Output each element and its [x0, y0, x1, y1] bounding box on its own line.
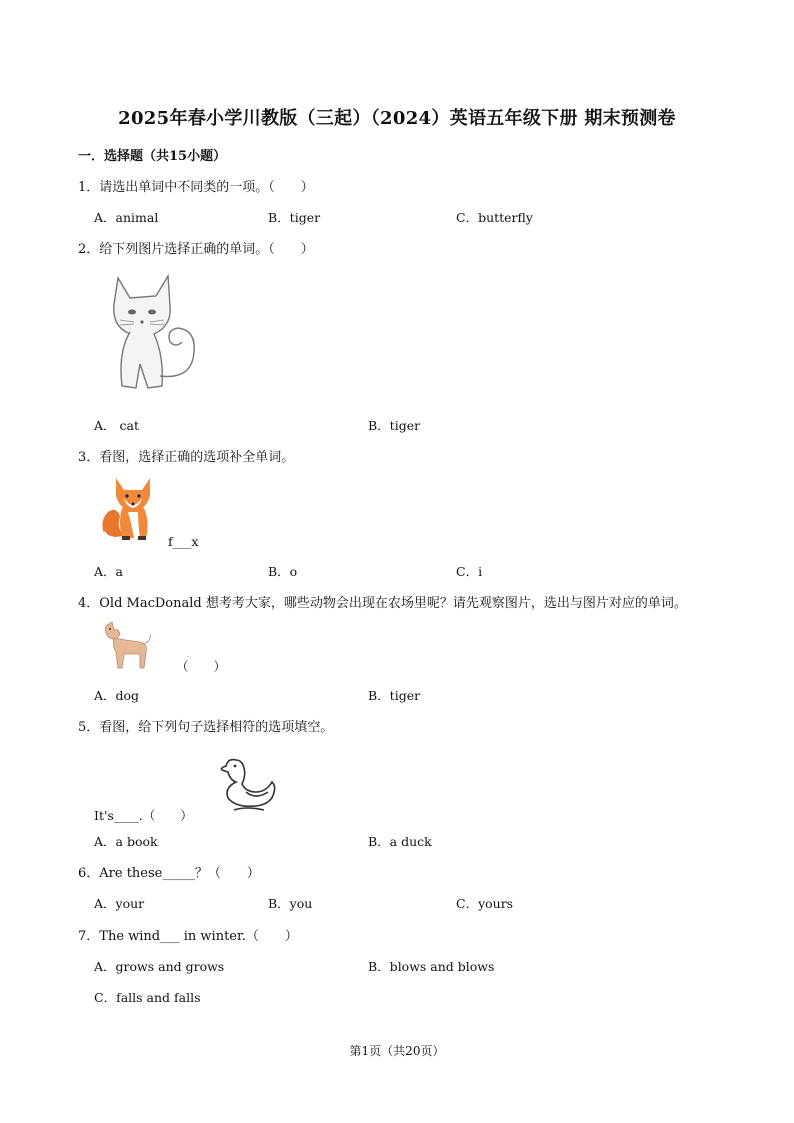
page-footer: 第1页（共20页）: [349, 1044, 445, 1058]
q1-option-b[interactable]: B．tiger: [268, 210, 321, 225]
q1-option-c[interactable]: C．butterfly: [456, 210, 533, 225]
q6-option-b[interactable]: B．you: [268, 896, 313, 911]
cat-illustration: [96, 268, 206, 398]
q4-paren: （ ）: [176, 659, 227, 674]
question-4: 4．Old MacDonald 想考考大家，哪些动物会出现在农场里呢？请先观察图片，选出与图片对应的单词。: [78, 596, 687, 611]
q5-option-a[interactable]: A．a book: [94, 834, 158, 849]
section-heading: 一．选择题（共15小题）: [78, 149, 227, 164]
q7-option-c[interactable]: C．falls and falls: [94, 990, 201, 1005]
question-3: 3．看图，选择正确的选项补全单词。: [78, 450, 295, 465]
q1-option-a[interactable]: A．animal: [94, 210, 159, 225]
q3-option-b[interactable]: B．o: [268, 564, 298, 579]
fox-illustration: [96, 472, 160, 544]
q5-option-b[interactable]: B．a duck: [368, 834, 432, 849]
question-5: 5．看图，给下列句子选择相符的选项填空。: [78, 720, 334, 735]
q7-option-b[interactable]: B．blows and blows: [368, 959, 495, 974]
q3-option-a[interactable]: A．a: [94, 564, 123, 579]
q5-sentence: It's____.（ ）: [94, 808, 193, 823]
question-2: 2．给下列图片选择正确的单词。（ ）: [78, 242, 314, 257]
question-7: 7．The wind___ in winter.（ ）: [78, 929, 298, 944]
q6-option-a[interactable]: A．your: [94, 896, 145, 911]
q4-option-b[interactable]: B．tiger: [368, 688, 421, 703]
question-6: 6．Are these_____？（ ）: [78, 866, 260, 881]
q4-option-a[interactable]: A．dog: [94, 688, 140, 703]
dog-illustration: [100, 618, 154, 672]
q2-option-b[interactable]: B．tiger: [368, 418, 421, 433]
q7-option-a[interactable]: A．grows and grows: [94, 959, 225, 974]
page-title: 2025年春小学川教版（三起）（2024）英语五年级下册 期末预测卷: [118, 108, 676, 129]
question-1: 1．请选出单词中不同类的一项。（ ）: [78, 180, 314, 195]
q3-option-c[interactable]: C．i: [456, 564, 483, 579]
duck-illustration: [216, 752, 280, 814]
q6-option-c[interactable]: C．yours: [456, 896, 514, 911]
q2-option-a[interactable]: A． cat: [94, 418, 139, 433]
q3-word-caption: f___x: [168, 534, 199, 549]
